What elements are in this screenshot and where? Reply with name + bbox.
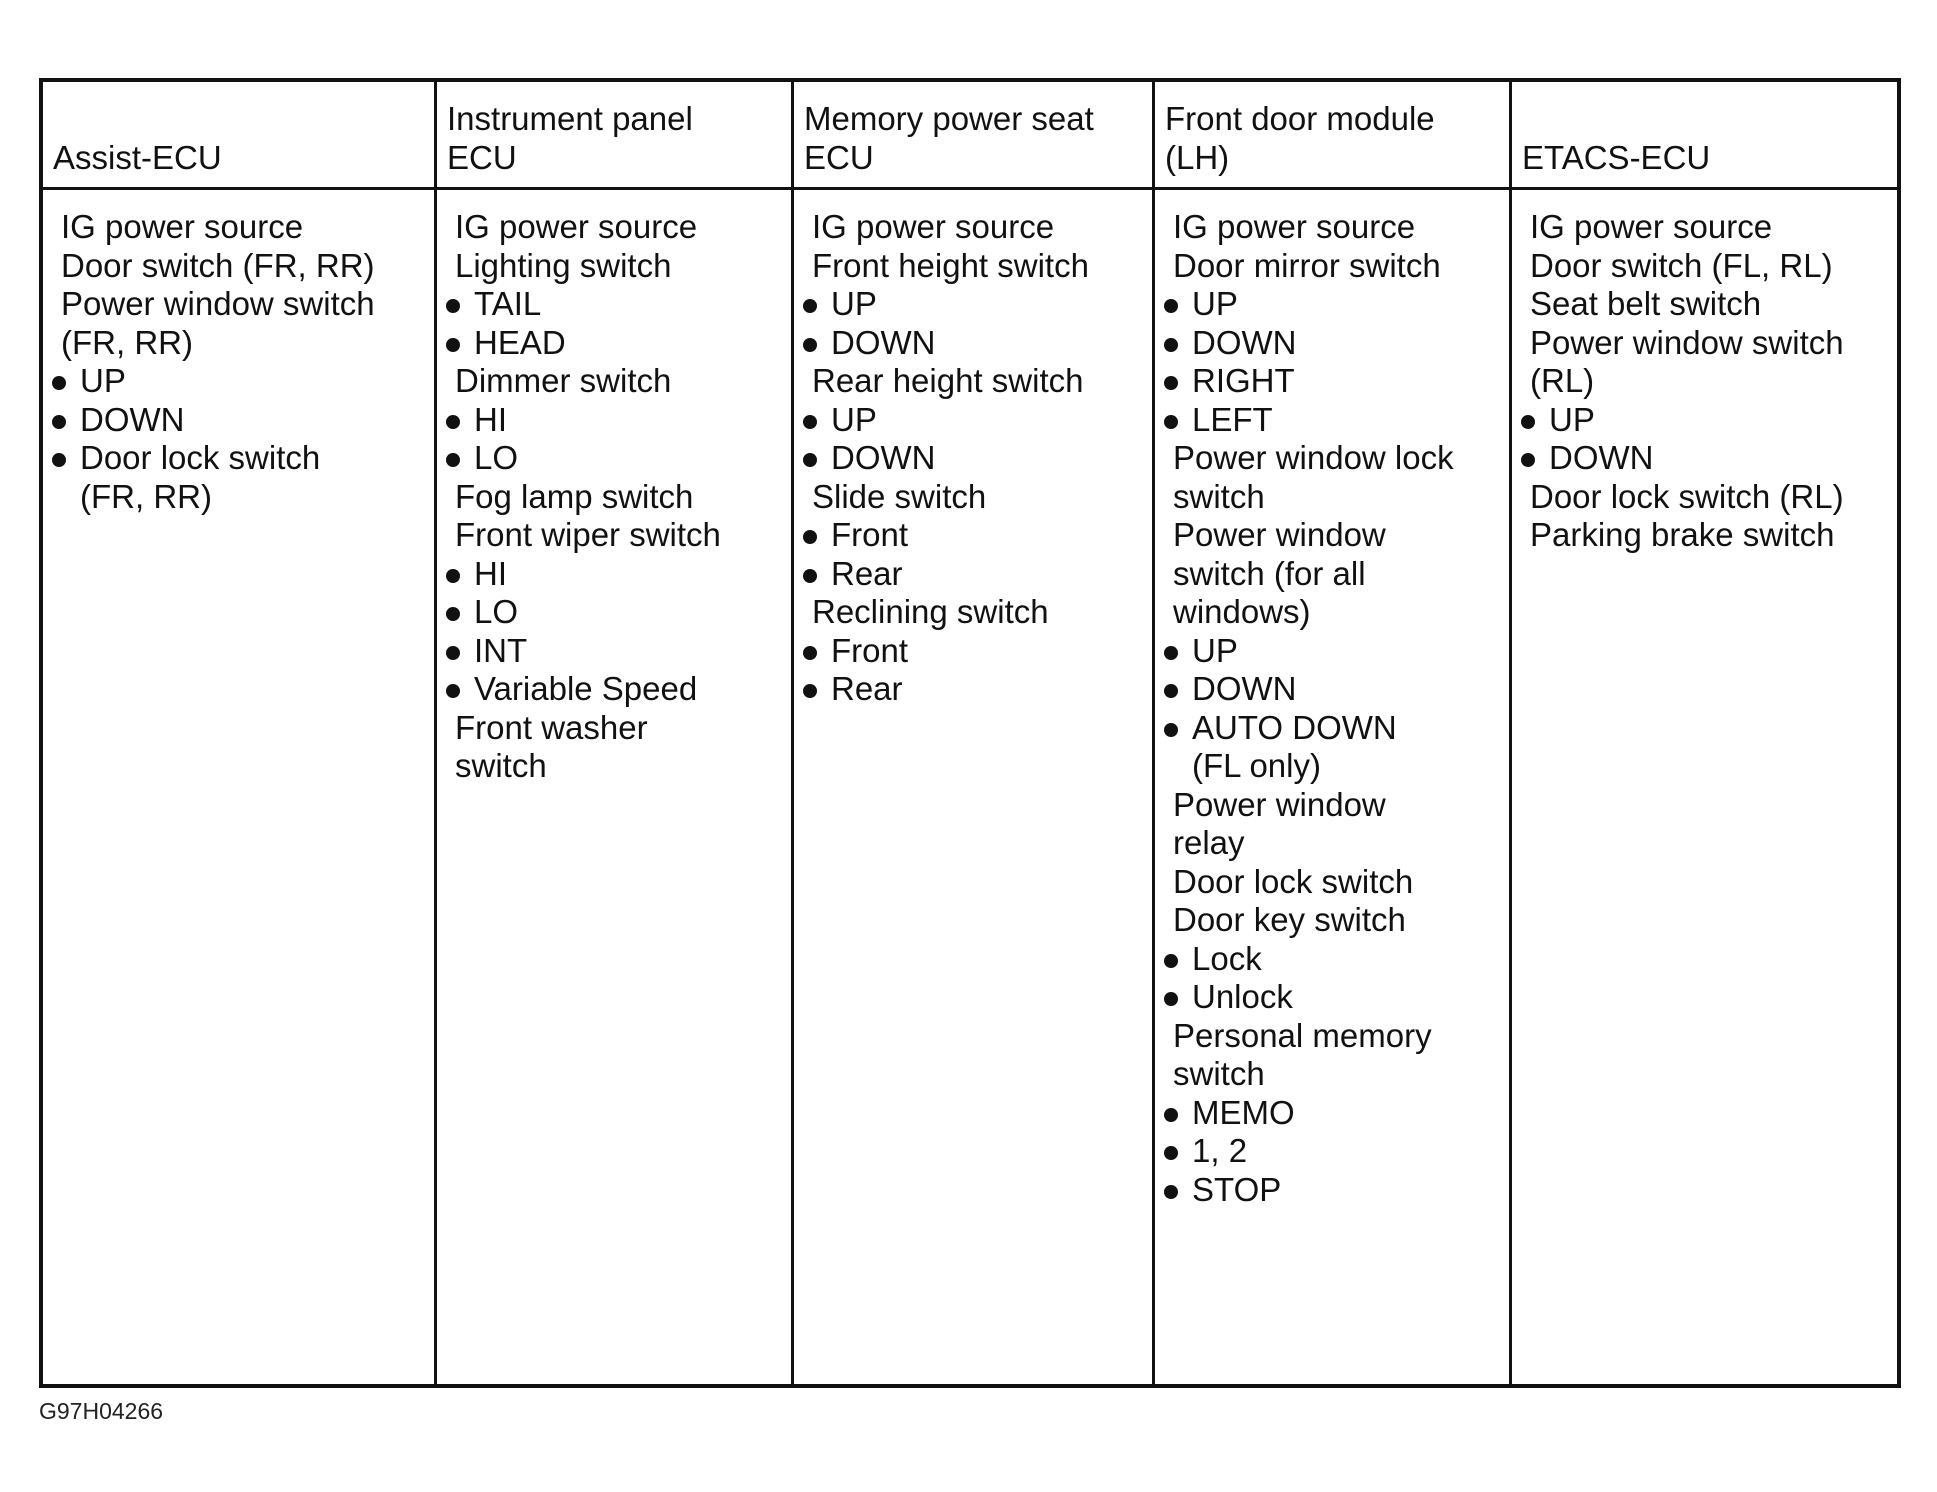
bullet-item: Lock [1164, 940, 1509, 979]
list-item: Dimmer switch [455, 362, 672, 399]
column-header: Front door module (LH) [1155, 82, 1509, 190]
bullet-item: Front [803, 632, 1152, 671]
list-item: Reclining switch [812, 593, 1049, 630]
bullet-item: Variable Speed [446, 670, 791, 709]
column-header: ETACS-ECU [1512, 82, 1897, 190]
list-item: Door switch (FR, RR) [61, 246, 375, 284]
bullet-item: DOWN [803, 439, 1152, 478]
bullet-item: STOP [1164, 1171, 1509, 1210]
bullet-item: 1, 2 [1164, 1132, 1509, 1171]
column-body [794, 190, 1152, 709]
bullet-item: HEAD [446, 324, 791, 363]
list-item: Door switch (FL, RL) [1530, 246, 1833, 284]
list-item: IG power source [455, 208, 698, 245]
bullet-item: LEFT [1164, 401, 1509, 440]
column-body [437, 190, 791, 786]
bullet-item: Front [803, 516, 1152, 555]
bullet-item: RIGHT [1164, 362, 1509, 401]
list-item: Front height switch [812, 246, 1089, 284]
bullet-item: AUTO DOWN (FL only) [1164, 709, 1509, 786]
list-item: IG power source [1173, 208, 1416, 245]
list-item: Power window switch (FR, RR) [61, 285, 375, 361]
bullet-item: UP [1164, 285, 1509, 324]
column-memory-power-seat-ecu [794, 82, 1155, 1384]
bullet-item: TAIL [446, 285, 791, 324]
bullet-item: UP [1521, 401, 1897, 440]
bullet-item: Door lock switch (FR, RR) [52, 439, 434, 516]
list-item: IG power source [812, 208, 1055, 245]
input-signal-table [39, 78, 1901, 1388]
list-item: Door lock switch (RL) [1530, 477, 1844, 515]
bullet-item: LO [446, 593, 791, 632]
bullet-item: HI [446, 401, 791, 440]
bullet-item: DOWN [1164, 324, 1509, 363]
list-item: Door lock switch [1173, 862, 1414, 900]
column-body [1512, 190, 1897, 555]
bullet-item: DOWN [1521, 439, 1897, 478]
list-item: Door key switch [1173, 901, 1406, 938]
bullet-item: UP [803, 285, 1152, 324]
column-assist-ecu [43, 82, 437, 1384]
column-header: Memory power seat ECU [794, 82, 1152, 190]
list-item: Seat belt switch [1530, 285, 1762, 322]
bullet-item: DOWN [803, 324, 1152, 363]
list-item: Door mirror switch [1173, 246, 1441, 284]
bullet-item: UP [1164, 632, 1509, 671]
list-item: Fog lamp switch [455, 477, 694, 515]
bullet-item: Rear [803, 555, 1152, 594]
column-body [1155, 190, 1509, 1209]
bullet-item: UP [803, 401, 1152, 440]
list-item: Power window lock switch [1173, 439, 1454, 515]
list-item: Power window switch (RL) [1530, 323, 1844, 399]
bullet-item: Rear [803, 670, 1152, 709]
bullet-item: Unlock [1164, 978, 1509, 1017]
list-item: IG power source [61, 208, 304, 245]
list-item: Front wiper switch [455, 516, 721, 553]
list-item: Rear height switch [812, 362, 1084, 399]
column-instrument-panel-ecu [437, 82, 794, 1384]
figure-code: G97H04266 [39, 1398, 164, 1424]
bullet-item: UP [52, 362, 434, 401]
bullet-item: DOWN [1164, 670, 1509, 709]
column-header: Assist-ECU [43, 82, 434, 190]
column-front-door-module [1155, 82, 1512, 1384]
column-body [43, 190, 434, 516]
column-etacs-ecu [1512, 82, 1897, 1384]
bullet-item: INT [446, 632, 791, 671]
list-item: Power window switch (for all windows) [1173, 516, 1386, 630]
list-item: Power window relay [1173, 785, 1386, 861]
column-header: Instrument panel ECU [437, 82, 791, 190]
bullet-item: DOWN [52, 401, 434, 440]
bullet-item: HI [446, 555, 791, 594]
list-item: Slide switch [812, 477, 987, 515]
list-item: Parking brake switch [1530, 516, 1835, 553]
bullet-item: LO [446, 439, 791, 478]
list-item: Front washer switch [455, 708, 648, 784]
list-item: Lighting switch [455, 246, 672, 284]
list-item: IG power source [1530, 208, 1773, 245]
list-item: Personal memory switch [1173, 1016, 1432, 1092]
bullet-item: MEMO [1164, 1094, 1509, 1133]
